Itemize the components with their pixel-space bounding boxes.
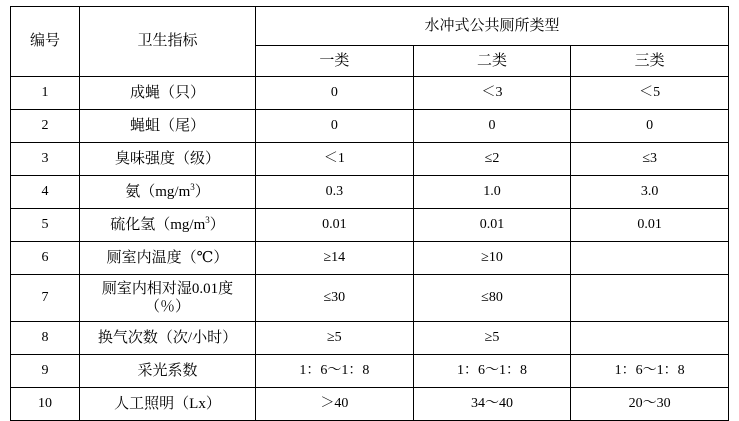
- header-cell-type-2: 二类: [413, 46, 571, 77]
- cell-type-1-value: ≥5: [256, 322, 414, 355]
- cell-indicator: 蝇蛆（尾）: [80, 110, 256, 143]
- cell-type-3-value: [571, 322, 729, 355]
- table-row: [11, 322, 729, 355]
- cell-type-2-value: ≤2: [413, 143, 571, 176]
- cell-indicator-exponent: 3: [190, 181, 195, 192]
- table-header: [11, 7, 729, 77]
- cell-type-3-value: ≤3: [571, 143, 729, 176]
- sanitation-standards-table: [10, 6, 729, 421]
- cell-type-1-value: 0.3: [256, 176, 414, 209]
- cell-type-1-value: 0: [256, 110, 414, 143]
- cell-type-2-value: ≤80: [413, 275, 571, 322]
- cell-indicator: 人工照明（Lx）: [80, 388, 256, 421]
- cell-type-2-value: ≥10: [413, 242, 571, 275]
- cell-indicator-line2: （％）: [144, 299, 190, 315]
- header-row-primary: [11, 7, 729, 46]
- cell-number: 5: [11, 209, 80, 242]
- cell-type-2-value: 0: [413, 110, 571, 143]
- cell-type-3-value: 0.01: [571, 209, 729, 242]
- cell-indicator: [80, 209, 256, 242]
- cell-indicator: [80, 176, 256, 209]
- header-cell-indicator: 卫生指标: [80, 7, 256, 77]
- table-row: [11, 242, 729, 275]
- cell-type-1-value: ≥14: [256, 242, 414, 275]
- cell-indicator: [80, 275, 256, 322]
- cell-number: 10: [11, 388, 80, 421]
- cell-type-1-value: 0.01: [256, 209, 414, 242]
- cell-indicator-text: 硫化氢（mg/m: [110, 216, 206, 233]
- cell-type-3-value: 3.0: [571, 176, 729, 209]
- cell-indicator: 换气次数（次/小时）: [80, 322, 256, 355]
- cell-type-3-value: 20～30: [571, 388, 729, 421]
- table-row: [11, 143, 729, 176]
- cell-type-1-value: ＜1: [256, 143, 414, 176]
- table-row: [11, 209, 729, 242]
- cell-number: 3: [11, 143, 80, 176]
- cell-indicator-suffix: ）: [209, 216, 225, 233]
- cell-type-1-value: 0: [256, 77, 414, 110]
- cell-type-2-value: ≥5: [413, 322, 571, 355]
- header-cell-toilet-type-group: 水冲式公共厕所类型: [256, 7, 729, 46]
- cell-type-3-value: [571, 275, 729, 322]
- cell-type-2-value: 34～40: [413, 388, 571, 421]
- cell-indicator-exponent: 3: [205, 214, 210, 225]
- table-row: [11, 77, 729, 110]
- cell-type-1-value: 1：6～1：8: [256, 355, 414, 388]
- cell-indicator: 成蝇（只）: [80, 77, 256, 110]
- table-row: [11, 176, 729, 209]
- cell-indicator: 臭味强度（级）: [80, 143, 256, 176]
- cell-number: 2: [11, 110, 80, 143]
- cell-type-2-value: 1.0: [413, 176, 571, 209]
- cell-number: 6: [11, 242, 80, 275]
- header-cell-type-1: 一类: [256, 46, 414, 77]
- cell-number: 7: [11, 275, 80, 322]
- cell-indicator-suffix: ）: [194, 183, 210, 200]
- table-row: [11, 388, 729, 421]
- cell-number: 1: [11, 77, 80, 110]
- cell-indicator-text: 氨（mg/m: [125, 183, 191, 200]
- table-body: [11, 77, 729, 421]
- cell-number: 8: [11, 322, 80, 355]
- cell-indicator: 厕室内温度（℃）: [80, 242, 256, 275]
- cell-type-3-value: ＜5: [571, 77, 729, 110]
- table-row: [11, 110, 729, 143]
- cell-type-3-value: 0: [571, 110, 729, 143]
- cell-number: 9: [11, 355, 80, 388]
- cell-type-2-value: ＜3: [413, 77, 571, 110]
- cell-type-2-value: 1：6～1：8: [413, 355, 571, 388]
- table-row: [11, 275, 729, 322]
- cell-type-1-value: ≤30: [256, 275, 414, 322]
- cell-type-3-value: [571, 242, 729, 275]
- cell-type-2-value: 0.01: [413, 209, 571, 242]
- cell-indicator-line1: 厕室内相对湿0.01度: [101, 281, 234, 297]
- cell-indicator: 采光系数: [80, 355, 256, 388]
- header-cell-number: 编号: [11, 7, 80, 77]
- header-cell-type-3: 三类: [571, 46, 729, 77]
- cell-type-1-value: ＞40: [256, 388, 414, 421]
- cell-type-3-value: 1：6～1：8: [571, 355, 729, 388]
- table-row: [11, 355, 729, 388]
- cell-number: 4: [11, 176, 80, 209]
